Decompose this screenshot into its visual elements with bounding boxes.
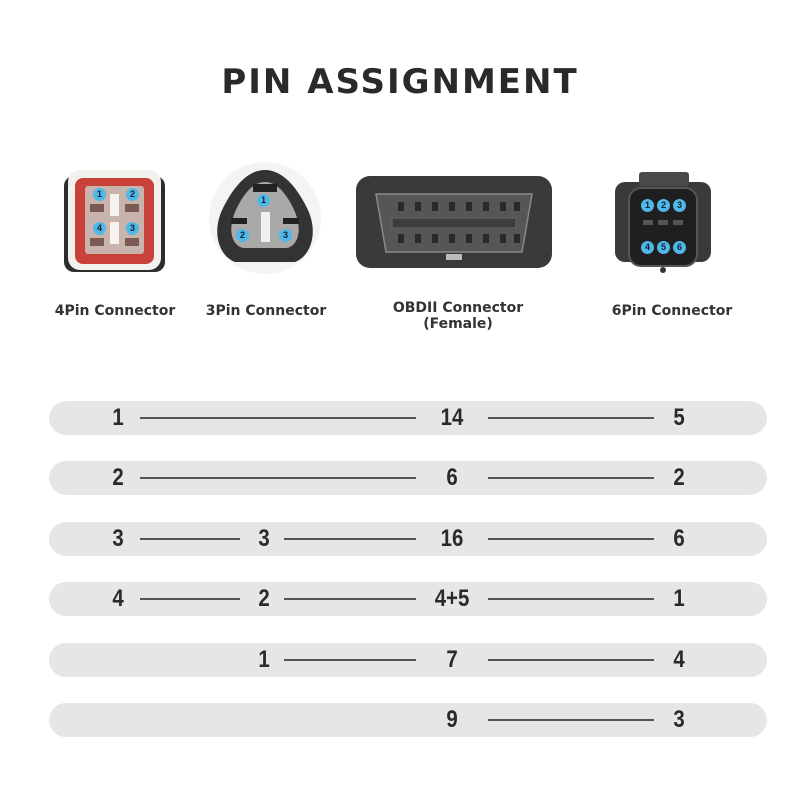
pin-map-row (49, 522, 767, 556)
pin-map-row (49, 703, 767, 737)
connection-line (488, 659, 654, 661)
3pin-connector-icon (203, 160, 328, 278)
pin-badge: 2 (236, 229, 249, 242)
pin-badge: 3 (673, 199, 686, 212)
connection-line (140, 417, 416, 419)
3pin-connector-image (203, 160, 328, 278)
pin-4pin: 1 (112, 404, 124, 431)
pin-obdii: 6 (446, 464, 458, 491)
pin-6pin: 4 (673, 646, 685, 673)
connection-line (488, 719, 654, 721)
pin-6pin: 3 (673, 706, 685, 733)
connection-line (284, 598, 416, 600)
pin-badge: 4 (93, 222, 106, 235)
pin-badge: 2 (657, 199, 670, 212)
pin-obdii: 14 (440, 404, 464, 431)
pin-badge: 4 (641, 241, 654, 254)
pin-6pin: 2 (673, 464, 685, 491)
pin-badge: 1 (641, 199, 654, 212)
obdii-connector-icon (356, 176, 552, 268)
6pin-connector-icon (613, 168, 713, 274)
4pin-connector-icon (62, 166, 167, 274)
pin-4pin: 3 (112, 525, 124, 552)
6pin-connector-label: 6Pin Connector (611, 303, 733, 319)
obdii-connector-image (356, 176, 552, 268)
pin-3pin: 3 (258, 525, 270, 552)
pin-obdii: 16 (440, 525, 464, 552)
obdii-connector-label: OBDII Connector (392, 300, 524, 316)
connection-line (488, 477, 654, 479)
pin-obdii: 9 (446, 706, 458, 733)
connection-line (140, 538, 240, 540)
pin-badge: 6 (673, 241, 686, 254)
4pin-connector-image (62, 166, 167, 274)
page-title: PIN ASSIGNMENT (221, 62, 579, 102)
obdii-connector-sublabel: (Female) (423, 316, 493, 332)
pin-6pin: 6 (673, 525, 685, 552)
pin-badge: 1 (257, 194, 270, 207)
connection-line (284, 538, 416, 540)
pin-badge: 3 (279, 229, 292, 242)
connection-line (284, 659, 416, 661)
connection-line (488, 417, 654, 419)
pin-badge: 5 (657, 241, 670, 254)
pin-obdii: 4+5 (434, 585, 470, 612)
connection-line (140, 598, 240, 600)
pin-map-row (49, 643, 767, 677)
pin-3pin: 2 (258, 585, 270, 612)
pin-badge: 2 (126, 188, 139, 201)
pin-badge: 3 (126, 222, 139, 235)
connection-line (488, 538, 654, 540)
pin-obdii: 7 (446, 646, 458, 673)
4pin-connector-label: 4Pin Connector (54, 303, 176, 319)
pin-3pin: 1 (258, 646, 270, 673)
pin-map-row (49, 582, 767, 616)
pin-4pin: 4 (112, 585, 124, 612)
connection-line (488, 598, 654, 600)
3pin-connector-label: 3Pin Connector (205, 303, 327, 319)
pin-4pin: 2 (112, 464, 124, 491)
pin-map-row (49, 401, 767, 435)
pin-map-row (49, 461, 767, 495)
pin-6pin: 5 (673, 404, 685, 431)
6pin-connector-image (613, 168, 713, 274)
pin-6pin: 1 (673, 585, 685, 612)
connection-line (140, 477, 416, 479)
pin-badge: 1 (93, 188, 106, 201)
